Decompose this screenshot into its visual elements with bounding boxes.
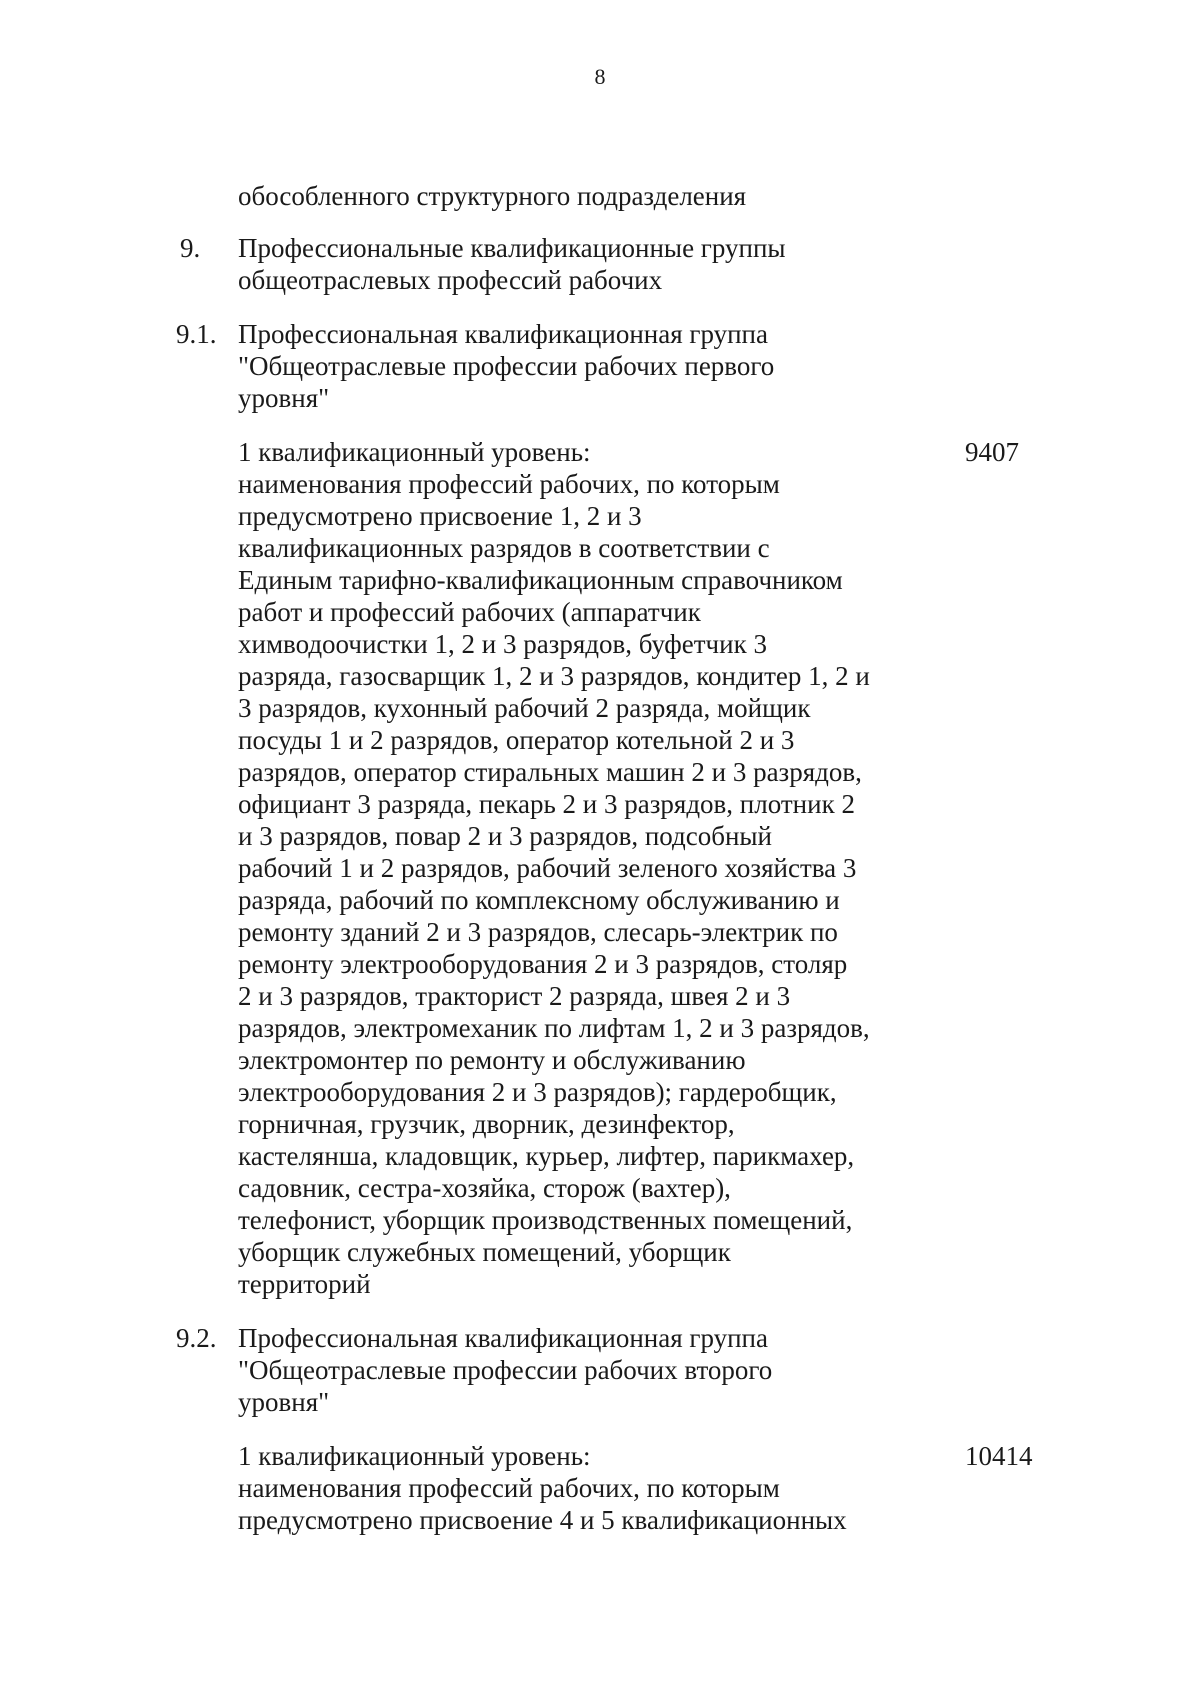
section-9-1-level-value: 9407: [965, 437, 1019, 467]
body-text-line: 1 квалификационный уровень:: [238, 437, 591, 467]
body-text-line: разрядов, электромеханик по лифтам 1, 2 и 3 разрядов,: [238, 1013, 870, 1043]
body-text-line: предусмотрено присвоение 1, 2 и 3: [238, 501, 642, 531]
section-9-1-number: 9.1.: [176, 319, 217, 349]
body-text-line: ремонту электрооборудования 2 и 3 разрядов, столяр: [238, 949, 848, 979]
section-9-1-title-line: "Общеотраслевые профессии рабочих первого: [238, 351, 775, 381]
section-9-2-title-line: "Общеотраслевые профессии рабочих второго: [238, 1355, 773, 1385]
page-number: 8: [594, 64, 606, 89]
body-text-line: территорий: [238, 1269, 371, 1299]
body-text-line: 3 разрядов, кухонный рабочий 2 разряда, мойщик: [238, 693, 811, 723]
body-text-line: разряда, газосварщик 1, 2 и 3 разрядов, кондитер 1, 2 и: [238, 661, 870, 691]
body-text-line: электромонтер по ремонту и обслуживанию: [238, 1045, 746, 1075]
body-text-line: предусмотрено присвоение 4 и 5 квалификационных: [238, 1505, 847, 1535]
section-9-1-title-line: уровня": [238, 383, 330, 413]
body-text-line: наименования профессий рабочих, по которым: [238, 469, 780, 499]
body-text-line: официант 3 разряда, пекарь 2 и 3 разрядов, плотник 2: [238, 789, 855, 819]
body-text-line: посуды 1 и 2 разрядов, оператор котельной 2 и 3: [238, 725, 795, 755]
section-9-number: 9.: [180, 233, 201, 263]
continuation-text: обособленного структурного подразделения: [238, 181, 747, 211]
section-9-title-line: Профессиональные квалификационные группы: [238, 233, 786, 263]
body-text-line: садовник, сестра-хозяйка, сторож (вахтер),: [238, 1173, 731, 1203]
section-9-2-number: 9.2.: [176, 1323, 217, 1353]
body-text-line: 2 и 3 разрядов, тракторист 2 разряда, швея 2 и 3: [238, 981, 791, 1011]
body-text-line: квалификационных разрядов в соответствии с: [238, 533, 770, 563]
body-text-line: химводоочистки 1, 2 и 3 разрядов, буфетчик 3: [238, 629, 767, 659]
body-text-line: уборщик служебных помещений, уборщик: [238, 1237, 731, 1267]
body-text-line: ремонту зданий 2 и 3 разрядов, слесарь-электрик по: [238, 917, 838, 947]
section-9-1-title-line: Профессиональная квалификационная группа: [238, 319, 768, 349]
body-text-line: работ и профессий рабочих (аппаратчик: [238, 597, 701, 627]
body-text-line: горничная, грузчик, дворник, дезинфектор,: [238, 1109, 735, 1139]
body-text-line: рабочий 1 и 2 разрядов, рабочий зеленого хозяйства 3: [238, 853, 857, 883]
section-9-title-line: общеотраслевых профессий рабочих: [238, 265, 663, 295]
section-9-2-title-line: уровня": [238, 1387, 330, 1417]
body-text-line: разрядов, оператор стиральных машин 2 и 3 разрядов,: [238, 757, 862, 787]
body-text-line: электрооборудования 2 и 3 разрядов); гардеробщик,: [238, 1077, 837, 1107]
body-text-line: кастелянша, кладовщик, курьер, лифтер, парикмахер,: [238, 1141, 855, 1171]
body-text-line: телефонист, уборщик производственных помещений,: [238, 1205, 853, 1235]
body-text-line: 1 квалификационный уровень:: [238, 1441, 591, 1471]
body-text-line: разряда, рабочий по комплексному обслуживанию и: [238, 885, 840, 915]
body-text-line: и 3 разрядов, повар 2 и 3 разрядов, подсобный: [238, 821, 773, 851]
section-9-2-title-line: Профессиональная квалификационная группа: [238, 1323, 768, 1353]
section-9-2-level-value: 10414: [965, 1441, 1033, 1471]
body-text-line: Единым тарифно-квалификационным справочником: [238, 565, 843, 595]
body-text-line: наименования профессий рабочих, по которым: [238, 1473, 780, 1503]
